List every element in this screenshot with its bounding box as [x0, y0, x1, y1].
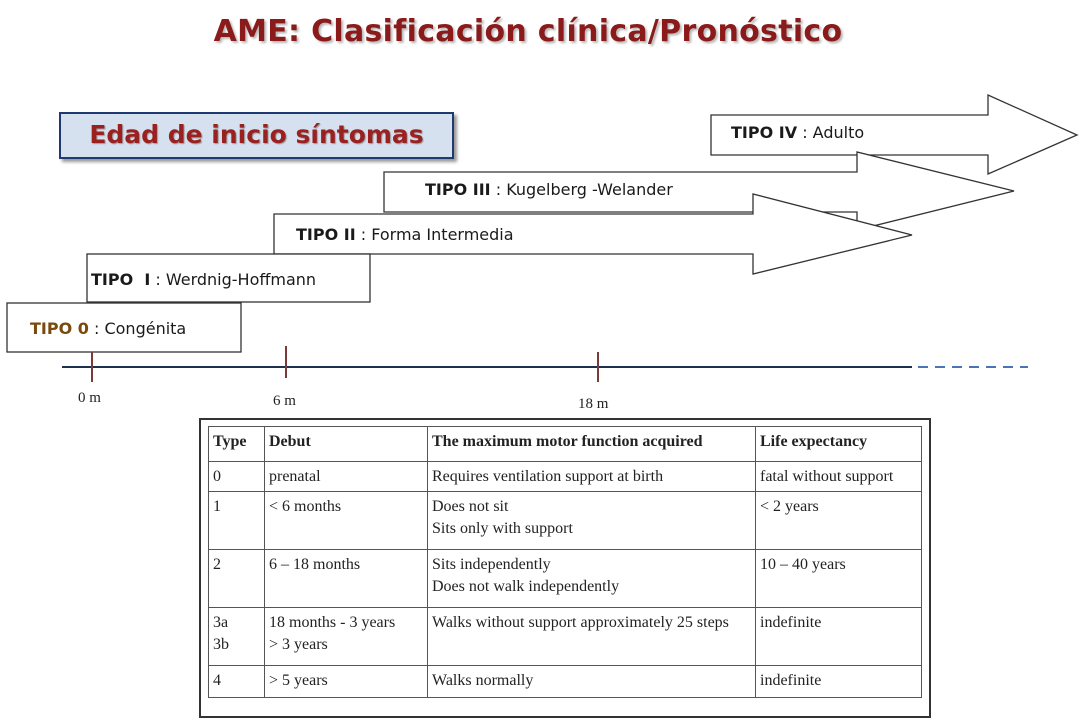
cell-motor-function: [428, 462, 756, 492]
header-type: Type: [209, 427, 265, 462]
onset-age-heading: Edad de inicio síntomas: [59, 112, 454, 159]
cell-type: [209, 492, 265, 550]
cell-type-line: 2: [213, 556, 221, 573]
cell-motor-function-line: Sits independently: [432, 556, 551, 573]
cell-motor-function-line: Sits only with support: [432, 520, 573, 537]
table-row: [209, 492, 922, 550]
tipo-0-desc: : Congénita: [88, 319, 187, 338]
cell-type-line: 0: [213, 468, 221, 485]
header-debut: Debut: [265, 427, 428, 462]
cell-type-line: 4: [213, 672, 221, 689]
tipo-iii-name: TIPO III: [425, 180, 491, 199]
tipo-i-name: TIPO I: [91, 270, 151, 289]
cell-debut-line: prenatal: [269, 468, 321, 485]
header-motor-function: The maximum motor function acquired: [428, 427, 756, 462]
tipo-iv-desc: : Adulto: [797, 123, 865, 142]
page-title: AME: Clasificación clínica/Pronóstico: [213, 14, 843, 49]
cell-debut-line: 6 – 18 months: [269, 556, 361, 573]
cell-debut-line: < 6 months: [269, 498, 342, 515]
tipo-ii-name: TIPO II: [296, 225, 356, 244]
cell-motor-function: [428, 608, 756, 666]
cell-motor-function: [428, 492, 756, 550]
cell-type: [209, 550, 265, 608]
table-row: [209, 462, 922, 492]
tick-label-0m: 0 m: [78, 390, 101, 406]
cell-type: [209, 666, 265, 698]
cell-motor-function-line: Does not sit: [432, 498, 509, 515]
sma-classification-table-frame: [199, 418, 931, 718]
cell-debut: [265, 550, 428, 608]
sma-classification-table: [208, 426, 922, 698]
cell-motor-function: [428, 550, 756, 608]
tipo-iv-name: TIPO IV: [731, 123, 798, 142]
cell-life-expectancy-line: 10 – 40 years: [760, 556, 846, 573]
cell-type: [209, 462, 265, 492]
cell-debut-line: 18 months - 3 years: [269, 614, 396, 631]
cell-motor-function-line: Walks normally: [432, 672, 534, 689]
tipo-ii-desc: : Forma Intermedia: [355, 225, 514, 244]
cell-motor-function: [428, 666, 756, 698]
cell-life-expectancy-line: indefinite: [760, 672, 822, 689]
table-row: [209, 550, 922, 608]
tipo-0-name: TIPO 0: [30, 319, 89, 338]
cell-type-line: 3b: [213, 636, 229, 653]
cell-life-expectancy: [756, 666, 922, 698]
cell-debut-line: > 5 years: [269, 672, 328, 689]
table-header-row: [209, 427, 922, 462]
cell-life-expectancy-line: indefinite: [760, 614, 822, 631]
cell-debut: [265, 492, 428, 550]
cell-motor-function-line: Walks without support approximately 25 steps: [432, 614, 729, 631]
tick-label-6m: 6 m: [273, 393, 296, 409]
tipo-ii-label: [296, 225, 514, 244]
cell-motor-function-line: Does not walk independently: [432, 578, 620, 595]
cell-debut: [265, 666, 428, 698]
table-body: [209, 462, 922, 698]
cell-life-expectancy: [756, 492, 922, 550]
cell-debut: [265, 608, 428, 666]
cell-life-expectancy: [756, 608, 922, 666]
cell-life-expectancy-line: < 2 years: [760, 498, 819, 515]
tipo-iv-label: [731, 123, 864, 142]
table-row: [209, 608, 922, 666]
cell-life-expectancy-line: fatal without support: [760, 468, 894, 485]
tipo-iii-desc: : Kugelberg -Welander: [490, 180, 673, 199]
cell-type-line: 1: [213, 498, 221, 515]
tipo-0-label: [30, 319, 186, 338]
cell-life-expectancy: [756, 462, 922, 492]
tipo-iii-label: [425, 180, 673, 199]
cell-type-line: 3a: [213, 614, 229, 631]
cell-type: [209, 608, 265, 666]
tick-label-18m: 18 m: [578, 396, 609, 412]
header-life-expectancy: Life expectancy: [756, 427, 922, 462]
tipo-i-label: [91, 270, 316, 289]
cell-life-expectancy: [756, 550, 922, 608]
tipo-i-desc: : Werdnig-Hoffmann: [150, 270, 317, 289]
table-row: [209, 666, 922, 698]
cell-debut-line: > 3 years: [269, 636, 328, 653]
cell-motor-function-line: Requires ventilation support at birth: [432, 468, 664, 485]
cell-debut: [265, 462, 428, 492]
